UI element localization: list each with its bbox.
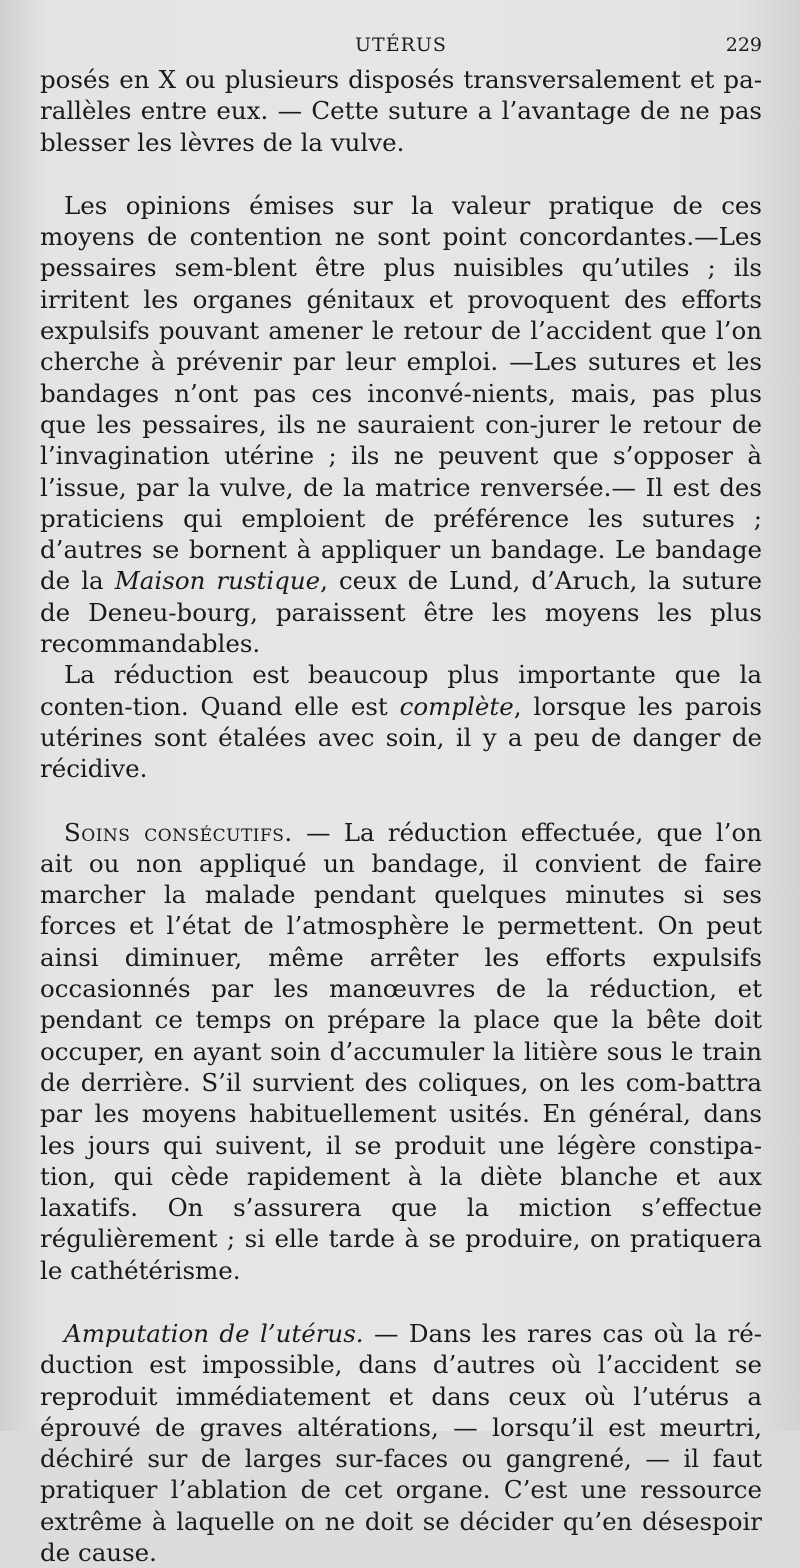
paragraph-5	[40, 1318, 762, 1568]
paragraph-3	[40, 659, 762, 784]
paragraph-2	[40, 190, 762, 659]
paragraph-3-text-after: , lorsque les parois utérines sont étalées avec soin, il y a peu de danger de récidive.	[40, 691, 762, 784]
paragraph-4	[40, 817, 762, 1286]
paragraph-1-text: posés en X ou plusieurs disposés transversalement et pa-rallèles entre eux. — Cette suture a l’avantage de ne pas blesser les lèvres de la vulve.	[40, 65, 762, 157]
paragraph-2-text: Les opinions émises sur la valeur pratique de ces moyens de contention ne sont point concordantes.—Les pessaires sem-blent être plus nuisibles qu’utiles ; ils irritent les organes génitaux et provoquent des efforts expulsifs pouvant amener le retour de l’accident que l’on cherche à prévenir par leur emploi. —Les sutures et les bandages n’ont pas ces inconvé-nients, mais, pas plus que les pessaires, ils ne sauraient con-jurer le retour de l’invagination utérine ; ils ne peuvent que s’opposer à l’issue, par la vulve, de la matrice renversée.— Il est des praticiens qui emploient de préférence les sutures ; d’autres se bornent à appliquer un bandage. Le bandage de la	[40, 190, 762, 596]
paragraph-2-text-after: , ceux de Lund, d’Aruch, la suture de Deneu-bourg, paraissent être les moyens les plus recommandables.	[40, 566, 763, 659]
running-title: UTÉRUS	[355, 34, 447, 56]
section-heading-soins: Soins consécutifs.	[64, 817, 293, 847]
paragraph-5-text: — Dans les rares cas où la ré-duction est impossible, dans d’autres où l’accident se reproduit immédiatement et dans ceux où l’utérus a éprouvé de graves altérations, — lorsqu’il est meurtri, déchiré sur de larges sur-faces ou gangrené, — il faut pratiquer l’ablation de cet organe. C’est une ressource extrême à laquelle on ne doit se décider qu’en désespoir de cause.	[40, 1318, 762, 1568]
section-heading-amputation: Amputation de l’utérus.	[64, 1318, 364, 1348]
paragraph-2-italic: Maison rustique	[114, 566, 321, 596]
page-header	[40, 30, 762, 64]
paragraph-3-italic: complète	[399, 691, 514, 721]
paragraph-1	[40, 64, 762, 158]
paragraph-4-text: — La réduction effectuée, que l’on ait ou non appliqué un bandage, il convient de faire marcher la malade pendant quelques minutes si ses forces et l’état de l’atmosphère le permettent. On peut ainsi diminuer, même arrêter les efforts expulsifs occasionnés par les manœuvres de la réduction, et pendant ce temps on prépare la place que la bête doit occuper, en ayant soin d’accumuler la litière sous le train de derrière. S’il survient des coliques, on les com-battra par les moyens habituellement usités. En général, dans les jours qui suivent, il se produit une légère constipa-tion, qui cède rapidement à la diète blanche et aux laxatifs. On s’assurera que la miction s’effectue régulièrement ; si elle tarde à se produire, on pratiquera le cathétérisme.	[40, 817, 762, 1285]
page-number: 229	[725, 34, 762, 56]
paragraph-3-text: La réduction est beaucoup plus importante que la conten-tion. Quand elle est	[40, 660, 762, 721]
